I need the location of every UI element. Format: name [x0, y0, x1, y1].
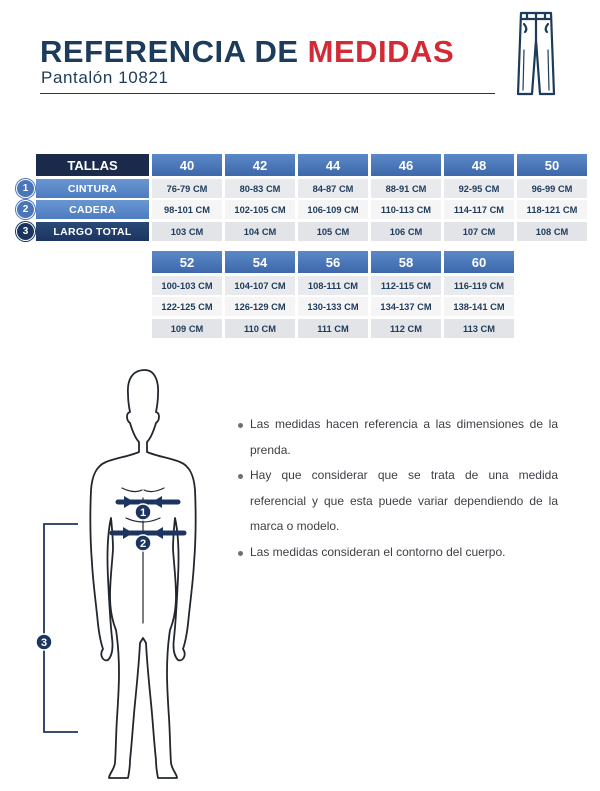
size-value-cintura: 84-87 CM — [298, 179, 368, 198]
title-main: REFERENCIA DE — [40, 34, 299, 69]
size-value-cadera: 118-121 CM — [517, 200, 587, 219]
note-text: Las medidas consideran el contorno del cuerpo. — [250, 544, 506, 559]
size-header: 52 — [152, 251, 222, 273]
svg-text:2: 2 — [139, 538, 147, 550]
size-value-cadera: 98-101 CM — [152, 200, 222, 219]
size-value-largo: 112 CM — [371, 319, 441, 338]
size-value-largo: 108 CM — [517, 222, 587, 241]
size-value-cintura: 76-79 CM — [152, 179, 222, 198]
size-value-cadera: 102-105 CM — [225, 200, 295, 219]
note-item — [236, 540, 558, 566]
note-text: Las medidas hacen referencia a las dimensiones de la prenda. — [250, 417, 558, 457]
title-highlight: MEDIDAS — [307, 34, 455, 69]
row-number-badge: 2 — [16, 200, 35, 219]
notes-list — [236, 412, 558, 565]
size-value-cintura: 88-91 CM — [371, 179, 441, 198]
size-value-cadera: 110-113 CM — [371, 200, 441, 219]
size-value-largo: 109 CM — [152, 319, 222, 338]
size-header: 44 — [298, 154, 368, 176]
size-value-cintura: 100-103 CM — [152, 276, 222, 295]
pants-icon — [516, 10, 556, 98]
note-item — [236, 463, 558, 540]
size-value-largo: 113 CM — [444, 319, 514, 338]
note-item — [236, 412, 558, 463]
bullet-icon — [238, 423, 243, 428]
title-divider — [40, 93, 495, 94]
svg-text:1: 1 — [139, 507, 147, 519]
size-value-largo: 107 CM — [444, 222, 514, 241]
size-value-largo: 103 CM — [152, 222, 222, 241]
marker-3 — [36, 634, 52, 650]
size-header: 50 — [517, 154, 587, 176]
size-value-cintura: 116-119 CM — [444, 276, 514, 295]
row-number-badge: 1 — [16, 179, 35, 198]
size-value-largo: 110 CM — [225, 319, 295, 338]
size-header: 56 — [298, 251, 368, 273]
page-title — [40, 34, 454, 70]
size-value-cadera: 126-129 CM — [225, 297, 295, 316]
row-label-cintura: CINTURA — [36, 179, 149, 198]
row-label-largo: LARGO TOTAL — [36, 222, 149, 241]
size-header: 42 — [225, 154, 295, 176]
body-diagram — [30, 368, 230, 783]
size-value-largo: 105 CM — [298, 222, 368, 241]
row-number-badge: 3 — [16, 222, 35, 241]
size-value-cintura: 108-111 CM — [298, 276, 368, 295]
tallas-header: TALLAS — [36, 154, 149, 176]
note-text: Hay que considerar que se trata de una medida referencial y que esta puede variar dependiendo de la marca o modelo. — [250, 468, 558, 533]
size-header: 58 — [371, 251, 441, 273]
size-value-cadera: 130-133 CM — [298, 297, 368, 316]
size-value-cadera: 122-125 CM — [152, 297, 222, 316]
size-value-largo: 104 CM — [225, 222, 295, 241]
size-header: 54 — [225, 251, 295, 273]
size-value-largo: 106 CM — [371, 222, 441, 241]
size-header: 60 — [444, 251, 514, 273]
size-value-cintura: 104-107 CM — [225, 276, 295, 295]
row-label-cadera: CADERA — [36, 200, 149, 219]
size-header: 48 — [444, 154, 514, 176]
product-subtitle: Pantalón 10821 — [41, 68, 169, 87]
length-bracket — [44, 524, 78, 732]
size-value-cintura: 96-99 CM — [517, 179, 587, 198]
size-header: 40 — [152, 154, 222, 176]
size-value-cintura: 80-83 CM — [225, 179, 295, 198]
size-value-cintura: 92-95 CM — [444, 179, 514, 198]
marker-2 — [135, 535, 151, 551]
size-value-cadera: 106-109 CM — [298, 200, 368, 219]
size-value-cadera: 134-137 CM — [371, 297, 441, 316]
size-header: 46 — [371, 154, 441, 176]
size-value-cadera: 138-141 CM — [444, 297, 514, 316]
bullet-icon — [238, 551, 243, 556]
size-value-largo: 111 CM — [298, 319, 368, 338]
marker-1 — [135, 504, 151, 520]
size-value-cintura: 112-115 CM — [371, 276, 441, 295]
size-value-cadera: 114-117 CM — [444, 200, 514, 219]
svg-text:3: 3 — [40, 637, 48, 649]
bullet-icon — [238, 474, 243, 479]
